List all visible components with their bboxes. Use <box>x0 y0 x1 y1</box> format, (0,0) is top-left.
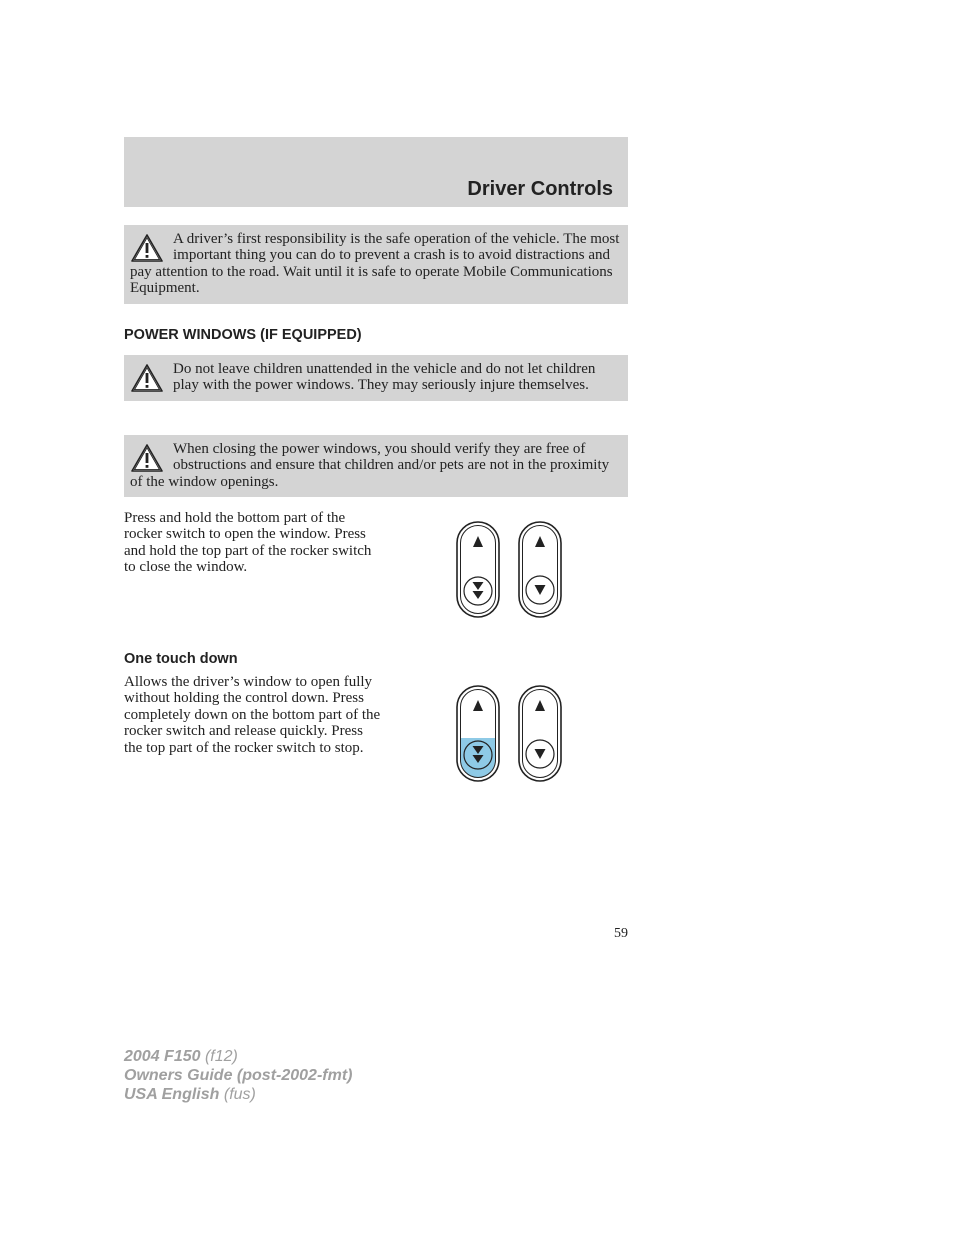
power-windows-instructions: Press and hold the bottom part of the rocker switch to open the window. Press and hold the top part of the rocker switch to close the window. <box>124 510 372 576</box>
footer-line-3: USA English (fus) <box>124 1086 256 1103</box>
page-number: 59 <box>614 926 628 941</box>
warning-text: When closing the power windows, you should verify they are free of obstructions and ensure that children and/or pets are not in the proximity of the window openings. <box>130 441 610 490</box>
section-title-one-touch: One touch down <box>124 651 238 667</box>
document-footer <box>124 1047 352 1104</box>
rocker-switch-icon <box>519 522 561 617</box>
warning-box-closing <box>124 435 628 497</box>
warning-triangle-icon <box>130 443 164 473</box>
section-title-power-windows: POWER WINDOWS (IF EQUIPPED) <box>124 327 362 343</box>
header-band <box>124 137 628 207</box>
warning-text: A driver’s first responsibility is the safe operation of the vehicle. The most important thing you can do to prevent a crash is to avoid distractions and pay attention to the road. Wait until it is safe to operate Mobile Communications Equipment. <box>130 231 620 297</box>
rocker-switch-icon <box>457 686 499 781</box>
warning-text: Do not leave children unattended in the vehicle and do not let children play with the power windows. They may seriously injure themselves. <box>173 361 596 394</box>
footer-line-1: 2004 F150 (f12) <box>124 1048 238 1065</box>
rocker-switch-illustration-one-touch <box>455 684 565 784</box>
page-title: Driver Controls <box>467 178 613 200</box>
warning-triangle-icon <box>130 233 164 263</box>
rocker-switch-illustration <box>455 520 565 620</box>
rocker-switch-icon <box>519 686 561 781</box>
rocker-switch-icon <box>457 522 499 617</box>
footer-line-2: Owners Guide (post-2002-fmt) <box>124 1067 353 1084</box>
warning-box-children <box>124 355 628 401</box>
warning-triangle-icon <box>130 363 164 393</box>
one-touch-instructions: Allows the driver’s window to open fully without holding the control down. Press completely down on the bottom part of the rocker switch and release quickly. Press the top part of the rocker switch to stop. <box>124 674 381 756</box>
warning-box-mobile <box>124 225 628 304</box>
